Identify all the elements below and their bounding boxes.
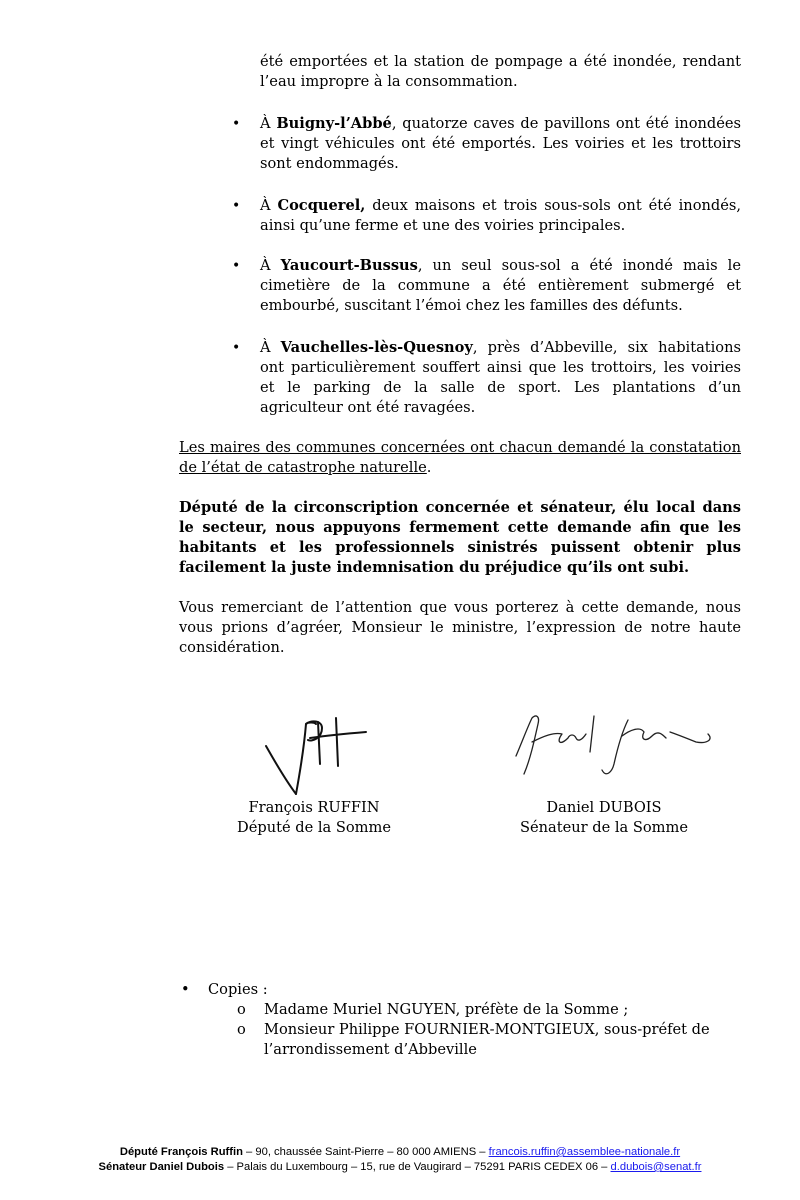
item-text: , près d’Abbeville, six habitations ont particulièrement souffert ainsi que les trottoirs, les voiries et le parking de la salle de sport. Les plantations d’un agriculteur ont été ravagées.: [260, 339, 741, 416]
sub-bullet-circle: o: [237, 1021, 246, 1038]
place-name: Cocquerel,: [277, 197, 366, 214]
footer-name: Député François Ruffin: [119, 1146, 243, 1158]
list-item: [260, 338, 741, 418]
signatory-name: François RUFFIN: [248, 799, 380, 816]
support-paragraph: Député de la circonscription concernée et sénateur, élu local dans le secteur, nous appuyons fermement cette demande afin que les habitants et les professionnels sinistrés puissent obtenir plus facilement la juste indemnisation du préjudice qu’ils ont subi.: [179, 499, 741, 576]
list-item: [260, 256, 741, 316]
copies-label: Copies :: [208, 981, 268, 998]
signatory-name: Daniel DUBOIS: [546, 799, 662, 816]
email-link[interactable]: d.dubois@senat.fr: [610, 1161, 702, 1173]
closing-paragraph: Vous remerciant de l’attention que vous porterez à cette demande, nous vous prions d’agréer, Monsieur le ministre, l’expression de notre haute considération.: [179, 599, 741, 656]
bullet-dot: •: [232, 258, 241, 274]
footer-address: – 90, chaussée Saint-Pierre – 80 000 AMIENS –: [242, 1146, 489, 1158]
item-prefix: À: [260, 197, 278, 214]
bullet-dot: •: [232, 116, 241, 132]
item-text: deux maisons et trois sous-sols ont été inondés, ainsi qu’une ferme et une des voiries principales.: [260, 197, 741, 234]
bullet-dot: •: [232, 198, 241, 214]
signatory-dubois: [504, 798, 704, 838]
place-name: Yaucourt-Bussus: [280, 257, 418, 274]
bullet-continuation: été emportées et la station de pompage a été inondée, rendant l’eau impropre à la consommation.: [260, 53, 741, 90]
signature-dubois: [510, 712, 720, 782]
item-prefix: À: [260, 257, 281, 274]
mayors-period: .: [426, 459, 432, 476]
place-name: Vauchelles-lès-Quesnoy: [280, 339, 473, 356]
email-link[interactable]: francois.ruffin@assemblee-nationale.fr: [488, 1146, 681, 1158]
item-text: , quatorze caves de pavillons ont été inondées et vingt véhicules ont été emportés. Les voiries et les trottoirs sont endommagés.: [260, 115, 741, 172]
footer-address: – Palais du Luxembourg – 15, rue de Vaugirard – 75291 PARIS CEDEX 06 –: [224, 1161, 611, 1173]
list-item: [260, 114, 741, 174]
sub-bullet-circle: o: [237, 1001, 246, 1018]
item-prefix: À: [260, 115, 277, 132]
mayors-text: Les maires des communes concernées ont chacun demandé la constatation de l’état de catastrophe naturelle: [179, 439, 741, 476]
copy-recipient: Monsieur Philippe FOURNIER-MONTGIEUX, sous-préfet de l’arrondissement d’Abbeville: [264, 1021, 710, 1058]
item-text: , un seul sous-sol a été inondé mais le cimetière de la commune a été entièrement submergé et embourbé, suscitant l’émoi chez les familles des défunts.: [260, 257, 741, 314]
place-name: Buigny-l’Abbé: [276, 115, 392, 132]
copy-recipient: Madame Muriel NGUYEN, préfète de la Somme ;: [264, 1001, 629, 1018]
mayors-paragraph: [179, 438, 741, 478]
footer-line-dubois: [0, 1160, 800, 1175]
bullet-dot: •: [232, 340, 241, 356]
bullet-dot: •: [181, 981, 190, 998]
footer-name: Sénateur Daniel Dubois: [98, 1161, 225, 1173]
signatory-title: Sénateur de la Somme: [520, 819, 688, 836]
signatory-ruffin: [214, 798, 414, 838]
signature-ruffin: [262, 712, 372, 798]
signatory-title: Député de la Somme: [237, 819, 391, 836]
footer-line-ruffin: [0, 1145, 800, 1160]
list-item: [260, 196, 741, 236]
item-prefix: À: [260, 339, 281, 356]
